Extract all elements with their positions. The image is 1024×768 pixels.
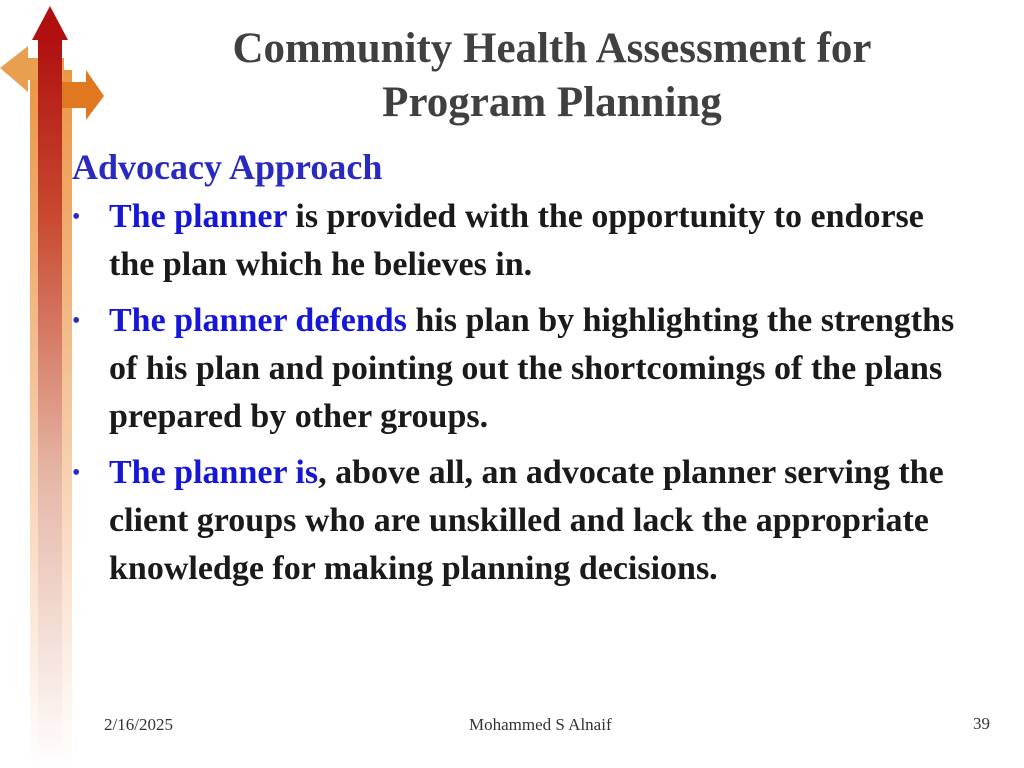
- bullet-1-text: is provided with the opportunity to endorse the plan which he believes in.: [109, 198, 924, 283]
- bullet-2-text: his plan by highlighting the strengths of his plan and pointing out the shortcomings of the plans prepared by other groups.: [109, 302, 955, 435]
- slide-body: [72, 143, 972, 601]
- bullet-item-1: [72, 193, 972, 289]
- bullet-icon: •: [72, 308, 81, 334]
- bullet-3-highlight: The planner is: [109, 454, 319, 491]
- page-number: 39: [973, 714, 990, 733]
- bullet-item-3: [72, 449, 972, 593]
- bullet-list: [72, 193, 972, 593]
- section-heading: Advocacy Approach: [72, 147, 383, 187]
- bullet-icon: •: [72, 204, 81, 230]
- footer-date: 2/16/2025: [104, 715, 173, 734]
- bullet-2-highlight: The planner defends: [109, 302, 407, 339]
- bullet-item-2: [72, 297, 972, 441]
- bullet-icon: •: [72, 460, 81, 486]
- footer-author: Mohammed S Alnaif: [469, 715, 612, 734]
- slide-title-line-1: Community Health Assessment for: [232, 25, 872, 72]
- bullet-3-text: , above all, an advocate planner serving the client groups who are unskilled and lack the appropriate knowledge for making planning decisions.: [109, 454, 944, 587]
- bullet-1-highlight: The planner: [109, 198, 287, 235]
- slide-title: [150, 22, 954, 130]
- slide-title-line-2: Program Planning: [382, 79, 722, 126]
